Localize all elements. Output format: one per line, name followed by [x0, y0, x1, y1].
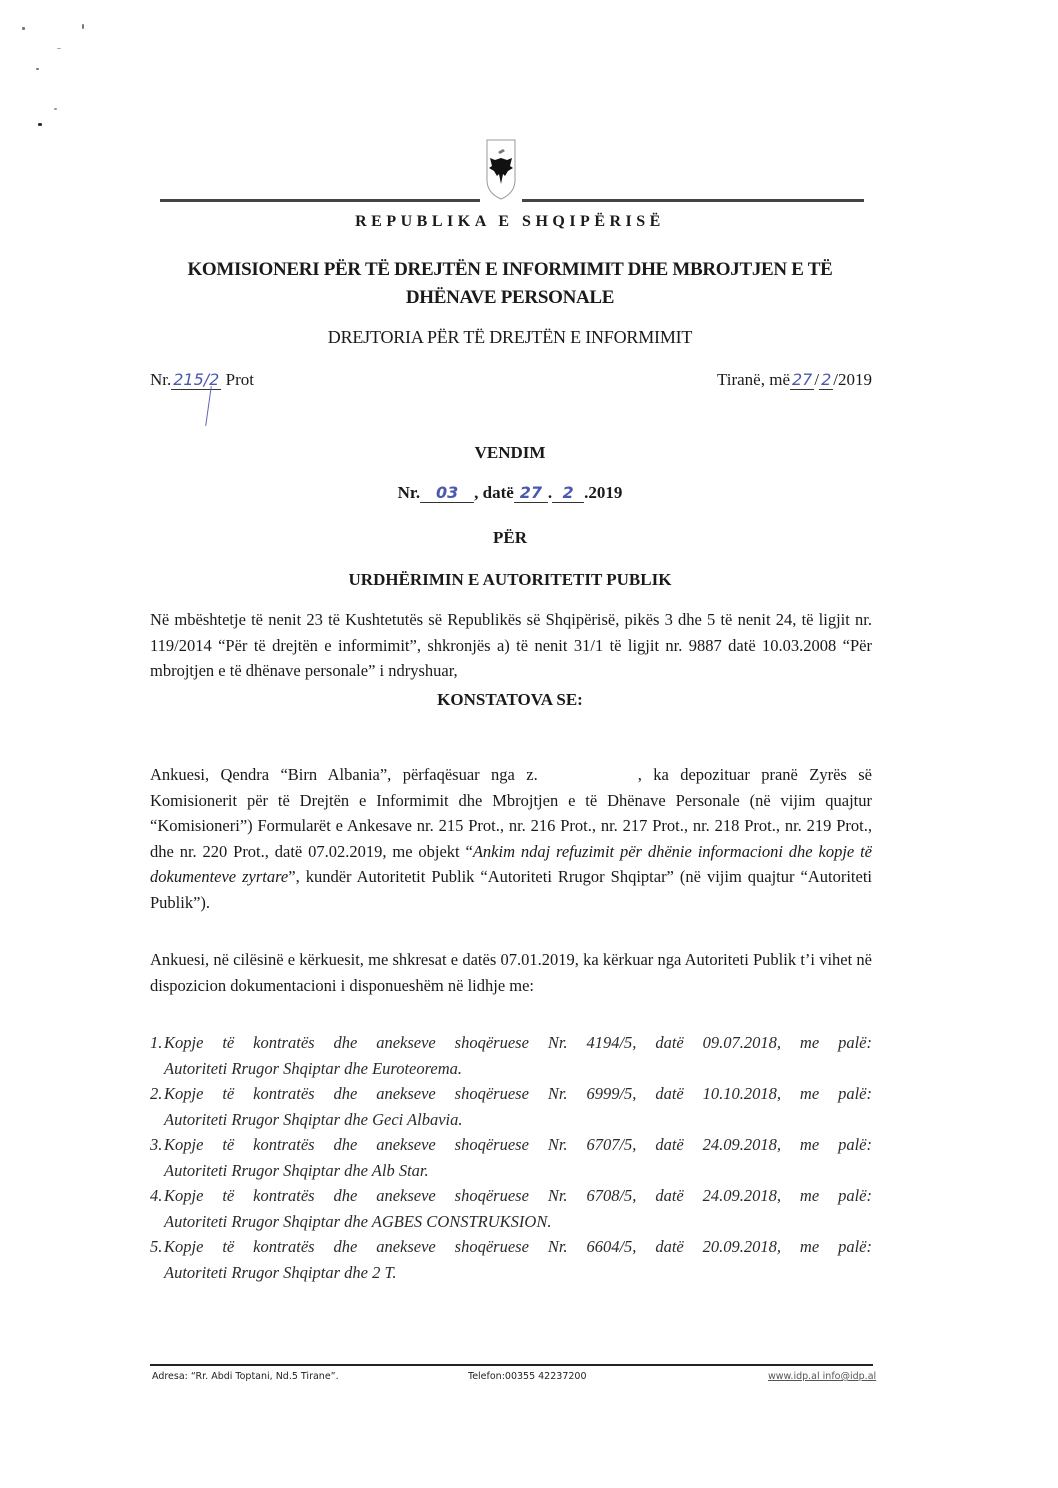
- list-item: [150, 1183, 872, 1234]
- header-rule-right: [522, 199, 864, 202]
- list-item-text: Kopje të kontratës dhe anekseve shoqëruese Nr. 6708/5, datë 24.09.2018, me palë:: [164, 1186, 872, 1205]
- list-item-parties: Autoriteti Rrugor Shqiptar dhe AGBES CONSTRUKSION.: [164, 1211, 552, 1231]
- complaint-paragraph: [150, 762, 872, 915]
- protocol-nr-handwritten: 215/2: [173, 370, 220, 389]
- decision-title: VENDIM: [474, 443, 546, 462]
- footer-phone: Telefon:00355 42237200: [468, 1371, 587, 1382]
- protocol-nr-prefix: Nr.: [150, 370, 172, 389]
- protocol-year: /2019: [833, 370, 872, 389]
- footer-rule: [150, 1364, 873, 1366]
- list-item-text: Kopje të kontratës dhe anekseve shoqëruese Nr. 6604/5, datë 20.09.2018, me palë:: [164, 1237, 872, 1256]
- decision-month-handwritten: 2: [552, 484, 584, 503]
- place-prefix: Tiranë, më: [716, 370, 790, 389]
- decision-day-handwritten: 27: [514, 484, 548, 503]
- list-item-text: Kopje të kontratës dhe anekseve shoqëruese Nr. 6999/5, datë 10.10.2018, me palë:: [164, 1084, 872, 1103]
- decision-nr-handwritten: 03: [420, 484, 474, 503]
- decision-per: PËR: [493, 528, 527, 547]
- decision-year: .2019: [584, 483, 623, 502]
- albanian-coat-of-arms-icon: [485, 138, 517, 200]
- list-item: [150, 1132, 872, 1183]
- protocol-month-handwritten: 2: [821, 370, 832, 389]
- protocol-number: [150, 370, 254, 390]
- complaint-text-end: ”, kundër Autoritetit Publik “Autoriteti Rrugor Shqiptar” (në vijim quajtur “Autoriteti Publik”).: [150, 867, 872, 912]
- institution-name: KOMISIONERI PËR TË DREJTËN E INFORMIMIT DHE MBROJTJEN E TË DHËNAVE PERSONALE: [187, 259, 833, 308]
- footer-address: Adresa: “Rr. Abdi Toptani, Nd.5 Tirane”.: [152, 1371, 339, 1382]
- protocol-day-handwritten: 27: [791, 370, 813, 389]
- list-item-number: 3.: [150, 1135, 163, 1154]
- list-item-number: 4.: [150, 1186, 163, 1205]
- list-item-parties: Autoriteti Rrugor Shqiptar dhe Alb Star.: [164, 1160, 429, 1180]
- complaint-text-middle: , ka depozituar pranë Zyrës së Komisionerit për të Drejtën e Informimit dhe Mbrojtjen e të Dhënave Personale (në vijim quajtur “Komisioneri”) Formularët e Ankesave nr. 215 Prot., nr. 216 Prot., nr. 217 Prot., nr. 218 Prot., nr. 219 Prot., dhe nr. 220 Prot., datë 07.02.2019, me objekt “: [150, 765, 872, 861]
- decision-date-prefix: , datë: [474, 483, 514, 502]
- decision-nr-prefix: Nr.: [397, 483, 421, 502]
- header-rule-left: [160, 199, 480, 202]
- list-item: [150, 1030, 872, 1081]
- list-item: [150, 1234, 872, 1285]
- list-item-number: 5.: [150, 1237, 163, 1256]
- list-item-number: 2.: [150, 1084, 163, 1103]
- decision-subject: URDHËRIMIN E AUTORITETIT PUBLIK: [348, 570, 672, 589]
- complaint-object: Ankim ndaj refuzimit për dhënie informacioni dhe kopje të dokumenteve zyrtare: [150, 841, 873, 886]
- directorate-name: DREJTORIA PËR TË DREJTËN E INFORMIMIT: [327, 327, 693, 347]
- list-item-parties: Autoriteti Rrugor Shqiptar dhe Geci Albavia.: [164, 1109, 463, 1129]
- list-item-text: Kopje të kontratës dhe anekseve shoqëruese Nr. 6707/5, datë 24.09.2018, me palë:: [164, 1135, 872, 1154]
- country-name: REPUBLIKA E SHQIPËRISË: [355, 213, 665, 230]
- list-item-number: 1.: [150, 1033, 163, 1052]
- list-item-parties: Autoriteti Rrugor Shqiptar dhe Euroteorema.: [164, 1058, 463, 1078]
- list-item: [150, 1081, 872, 1132]
- list-item-text: Kopje të kontratës dhe anekseve shoqëruese Nr. 4194/5, datë 09.07.2018, me palë:: [164, 1033, 872, 1052]
- complaint-text-start: Ankuesi, Qendra “Birn Albania”, përfaqësuar nga z.: [150, 765, 538, 784]
- list-item-parties: Autoriteti Rrugor Shqiptar dhe 2 T.: [164, 1262, 397, 1282]
- footer-web-link[interactable]: www.idp.al info@idp.al: [768, 1371, 877, 1382]
- protocol-nr-suffix: Prot: [225, 370, 254, 389]
- request-paragraph: Ankuesi, në cilësinë e kërkuesit, me shkresat e datës 07.01.2019, ka kërkuar nga Autoriteti Publik t’i vihet në dispozicion dokumentacioni i disponueshëm në lidhje me:: [150, 950, 872, 995]
- finding-heading: KONSTATOVA SE:: [437, 690, 583, 709]
- protocol-date: Tiranë, më 27 / 2 /2019: [716, 370, 872, 389]
- decision-number-line: Nr. 03 , datë 27 . 2 .2019: [397, 483, 623, 502]
- legal-basis-paragraph: Në mbështetje të nenit 23 të Kushtetutës së Republikës së Shqipërisë, pikës 3 dhe 5 të nenit 24, të ligjit nr. 119/2014 “Për të drejtën e informimit”, shkronjës a) të nenit 31/1 të ligjit nr. 9887 datë 10.03.2008 “Për mbrojtjen e të dhënave personale” i ndryshuar,: [150, 610, 872, 680]
- handwritten-stroke: [205, 386, 212, 426]
- requests-list: [150, 1030, 872, 1285]
